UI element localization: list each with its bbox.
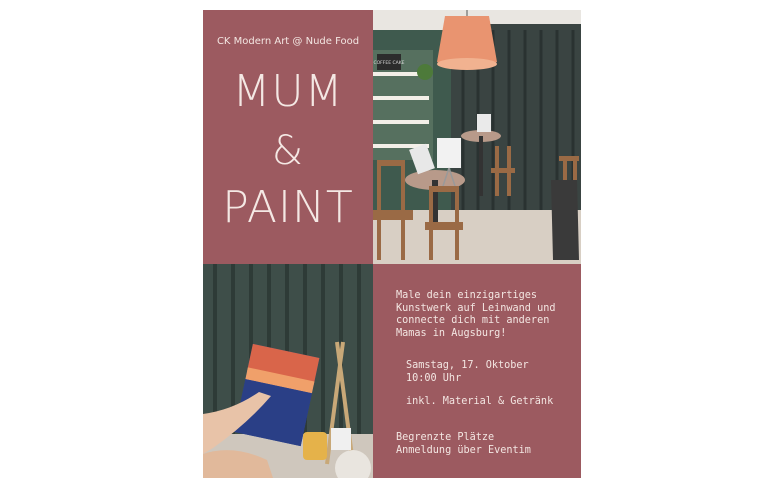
headline-paint: PAINT: [222, 182, 354, 233]
title-panel: [203, 10, 373, 264]
event-description: Male dein einzigartiges Kunstwerk auf Leinwand und connecte dich mit anderen Mamas in Augsburg!: [396, 290, 556, 339]
info-panel: [373, 264, 581, 478]
cafe-interior-photo: [373, 10, 581, 264]
painting-photo: [203, 264, 373, 478]
venue-name: CK Modern Art @ Nude Food: [216, 36, 360, 47]
event-included: inkl. Material & Getränk: [406, 396, 554, 407]
headline-ampersand: &: [271, 128, 305, 174]
event-registration: Begrenzte Plätze Anmeldung über Eventim: [396, 432, 531, 456]
cafe-illustration: [373, 10, 581, 264]
painting-illustration: [203, 264, 373, 478]
headline-mum: MUM: [232, 66, 344, 117]
event-datetime: Samstag, 17. Oktober 10:00 Uhr: [406, 360, 529, 384]
coffee-cake-sign: COFFEE CAKE: [373, 61, 405, 66]
event-poster: [203, 10, 581, 478]
